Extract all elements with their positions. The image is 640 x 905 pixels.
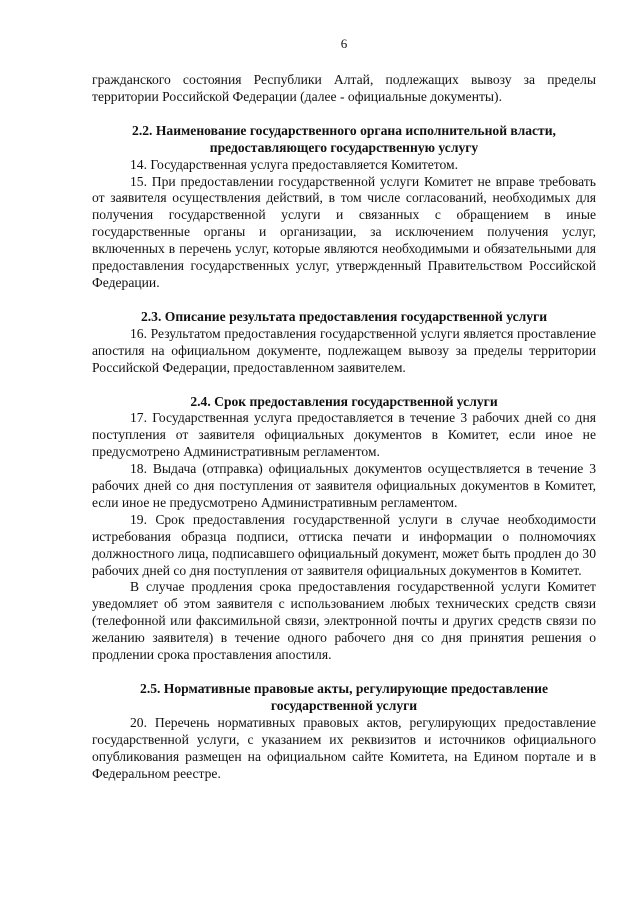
page-number: 6: [340, 36, 348, 51]
section-2-3-heading: [92, 309, 596, 326]
paragraph-17: 17. Государственная услуга предоставляется в течение 3 рабочих дней со дня поступления от заявителя официальных документов в Комитет, если иное не предусмотрено Административным регламентом.: [92, 410, 596, 460]
paragraph-16: 16. Результатом предоставления государственной услуги является проставление апостиля на официальном документе, подлежащем вывозу за пределы территории Российской Федерации, предоставленном заявителем.: [92, 325, 596, 375]
paragraph-19-extension: В случае продления срока предоставления государственной услуги Комитет уведомляет об этом заявителя с использованием любых технических средств связи (телефонной или факсимильной связи, электронной почты и других средств связи по желанию заявителя) в течение одного рабочего дня со дня принятия решения о продлении срока проставления апостиля.: [92, 579, 596, 663]
section-2-5-heading-line1: 2.5. Нормативные правовые акты, регулирующие предоставление: [140, 681, 548, 696]
paragraph-14: 14. Государственная услуга предоставляется Комитетом.: [130, 156, 459, 172]
section-2-4-heading-text: 2.4. Срок предоставления государственной услуги: [190, 393, 498, 409]
document-body: [92, 72, 596, 782]
intro-paragraph: гражданского состояния Республики Алтай, подлежащих вывозу за пределы территории Российской Федерации (далее - официальные документы).: [92, 72, 596, 104]
document-page: [92, 0, 596, 905]
section-2-5-heading-line2: государственной услуги: [270, 697, 418, 713]
section-2-2-heading: [92, 123, 596, 157]
paragraph-20: 20. Перечень нормативных правовых актов, регулирующих предоставление государственной услуги, с указанием их реквизитов и источников официального опубликования размещен на официальном сайте Комитета, на Едином портале и в Федеральном реестре.: [92, 714, 596, 781]
section-2-4-heading: [92, 394, 596, 411]
section-2-2-heading-line2: предоставляющего государственную услугу: [209, 139, 479, 155]
section-2-5-heading: [92, 681, 596, 715]
paragraph-18: 18. Выдача (отправка) официальных документов осуществляется в течение 3 рабочих дней со дня поступления от заявителя официальных документов в Комитет, если иное не предусмотрено Административным регламентом.: [92, 461, 596, 510]
section-2-3-heading-text: 2.3. Описание результата предоставления государственной услуги: [140, 308, 548, 324]
section-2-2-heading-line1: 2.2. Наименование государственного органа исполнительной власти,: [132, 122, 556, 138]
paragraph-15: 15. При предоставлении государственной услуги Комитет не вправе требовать от заявителя осуществления действий, в том числе согласований, необходимых для получения государственной услуги и связанных с обращением в иные государственные органы и организации, за исключением получения услуг, включенных в перечень услуг, которые являются необходимыми и обязательными для предоставления государственных услуг, утвержденный Правительством Российской Федерации.: [92, 173, 596, 290]
paragraph-19: 19. Срок предоставления государственной услуги в случае необходимости истребования образца подписи, оттиска печати и информации о полномочиях должностного лица, подписавшего официальный документ, может быть продлен до 30 рабочих дней со дня поступления от заявителя официальных документов в Комитет.: [92, 511, 596, 578]
